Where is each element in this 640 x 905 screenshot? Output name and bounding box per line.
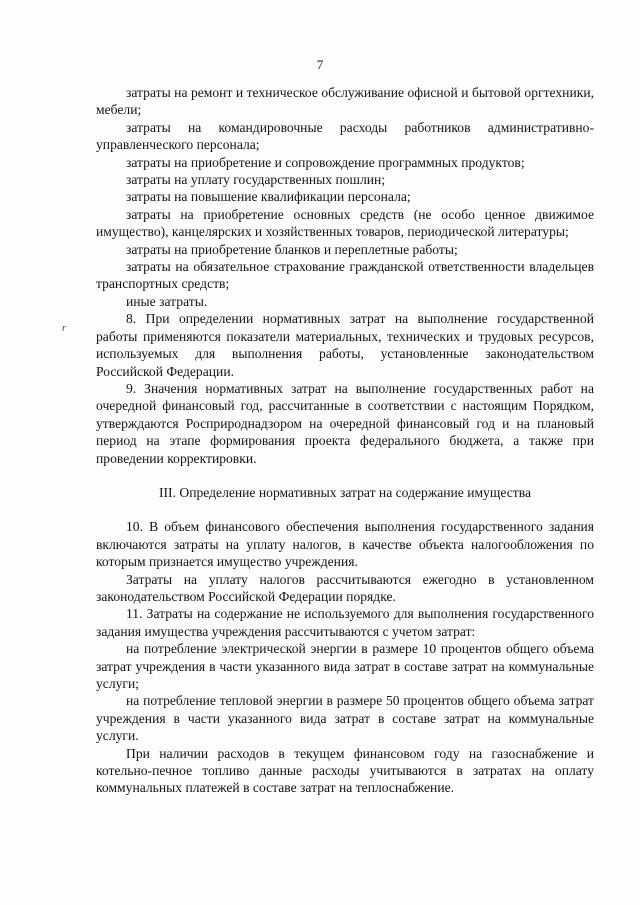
- paragraph: затраты на повышение квалификации персонала;: [126, 189, 411, 205]
- paragraph-item-10: 10. В объем финансового обеспечения выполнения государственного задания включаются затраты на уплату налогов, в качестве объекта налогообложения по которым признается имущество учреждения.: [96, 519, 594, 570]
- paragraph: затраты на приобретение бланков и переплетные работы;: [126, 241, 458, 257]
- paragraph: затраты на командировочные расходы работников административно-управленческого персонала;: [96, 119, 594, 153]
- page-number: 7: [316, 57, 324, 72]
- paragraph: затраты на обязательное страхование гражданской ответственности владельцев транспортных средств;: [96, 259, 594, 292]
- paragraph: иные затраты.: [126, 293, 208, 309]
- document-body: [96, 84, 594, 797]
- paragraph: затраты на уплату государственных пошлин;: [126, 172, 386, 188]
- paragraph: на потребление тепловой энергии в размере 50 процентов общего объема затрат учреждения в части указанного вида затрат в составе затрат на коммунальные услуги.: [96, 693, 594, 744]
- paragraph-item-11: 11. Затраты на содержание не используемого для выполнения государственного задания имущества учреждения рассчитываются с учетом затрат:: [96, 606, 594, 639]
- paragraph: на потребление электрической энергии в размере 10 процентов общего объема затрат учреждения в части указанного вида затрат в составе затрат на коммунальные услуги;: [96, 641, 594, 691]
- paragraph-item-8: 8. При определении нормативных затрат на выполнение государственной работы применяются показатели материальных, технических и трудовых ресурсов, используемых для выполнения работы, установленные законодательством Российской Федерации.: [96, 311, 594, 379]
- paragraph: затраты на ремонт и техническое обслуживание офисной и бытовой оргтехники, мебели;: [96, 85, 594, 118]
- section-heading: III. Определение нормативных затрат на содержание имущества: [159, 484, 531, 500]
- paragraph: затраты на приобретение основных средств (не особо ценное движимое имущество), канцелярских и хозяйственных товаров, периодической литературы;: [96, 206, 594, 240]
- paragraph-item-9: 9. Значения нормативных затрат на выполнение государственных работ на очередной финансовый год, рассчитанные в соответствии с настоящим Порядком, утверждаются Росприроднадзором на очередной финансовый год и на плановый период на этапе формирования проекта федерального бюджета, а также при проведении корректировки.: [96, 380, 594, 466]
- paragraph: При наличии расходов в текущем финансовом году на газоснабжение и котельно-печное топливо данные расходы учитываются в затратах на оплату коммунальных платежей в составе затрат на теплоснабжение.: [96, 745, 594, 796]
- margin-mark: r: [62, 322, 67, 334]
- paragraph: затраты на приобретение и сопровождение программных продуктов;: [126, 154, 525, 170]
- paragraph: Затраты на уплату налогов рассчитываются ежегодно в установленном законодательством Российской Федерации порядке.: [96, 571, 594, 604]
